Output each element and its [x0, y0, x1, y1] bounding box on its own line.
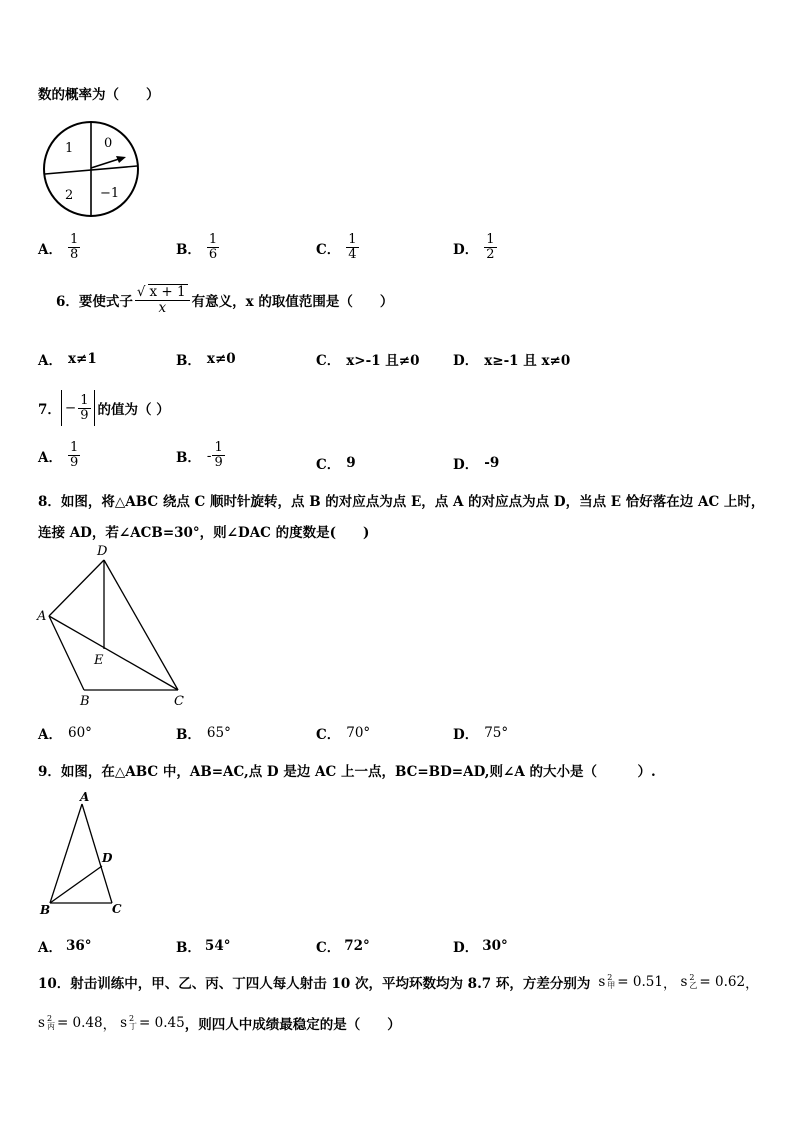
- spinner-label-1: 1: [65, 141, 74, 156]
- label-D: D: [97, 544, 108, 559]
- q8-stem-line2: 连接 AD，若∠ACB=30°，则∠DAC 的度数是( ): [38, 525, 370, 541]
- segment-AC: [49, 616, 178, 690]
- q6-option-d: D． x≥-1 且 x≠0: [453, 353, 571, 369]
- spinner-pointer: [91, 158, 122, 168]
- q9-stem: 9．如图，在△ABC 中，AB=AC,点 D 是边 AC 上一点，BC=BD=AD,则∠A 的大小是（ ）.: [38, 764, 656, 780]
- q5-option-b: B． $\frac{1}{6}$: [176, 232, 218, 262]
- label-D: D: [102, 851, 113, 865]
- label-B: B: [80, 694, 90, 709]
- q9-figure: [36, 788, 136, 920]
- q9-option-a: A． 36°: [38, 938, 92, 956]
- q9-option-b: B． 54°: [176, 938, 231, 956]
- q8-stem-line1: 8．如图，将△ABC 绕点 C 顺时针旋转，点 B 的对应点为点 E，点 A 的对应点为点 D，当点 E 恰好落在边 AC 上时，: [38, 494, 765, 510]
- spinner-pointer-head: [116, 156, 126, 163]
- q6-stem: 6． 要使式子 $\frac{√ x + 1}{x}$ 有意义，x 的取值范围是（ ）: [56, 284, 394, 316]
- label-C: C: [112, 902, 122, 916]
- q6-option-b: B． x≠0: [176, 351, 236, 369]
- q5-option-d: D． $\frac{1}{2}$: [453, 232, 495, 262]
- segment-AD: [49, 560, 104, 616]
- q7-option-d: D． -9: [453, 455, 500, 473]
- label-E: E: [94, 653, 104, 668]
- q7-stem: 7． − $\frac{1}{9}$ 的值为（ ）: [38, 390, 170, 426]
- q7-option-b: B． - $\frac{1}{9}$: [176, 440, 223, 470]
- label-B: B: [40, 903, 51, 917]
- q7-option-c: C． 9: [316, 455, 356, 473]
- q5-stem: 数的概率为（ ）: [38, 87, 160, 103]
- variance-jia: s 2 甲 = 0.51 ，: [598, 973, 677, 992]
- q5-option-a: A． $\frac{1}{8}$: [38, 232, 79, 262]
- q9-option-d: D． 30°: [453, 938, 508, 956]
- spinner-label-2: 2: [65, 188, 74, 203]
- label-A: A: [37, 609, 47, 624]
- q8-option-c: C． 70°: [316, 725, 371, 743]
- q7-absolute-value: − $\frac{1}{9}$: [61, 390, 95, 426]
- spinner-figure: [42, 120, 144, 220]
- variance-bing: s 2 丙 = 0.48 ，: [38, 1014, 117, 1033]
- segment-AB: [50, 804, 82, 903]
- q8-option-a: A． 60°: [38, 725, 92, 743]
- segment-BD: [50, 866, 102, 903]
- spinner-label-0: 0: [104, 136, 113, 151]
- label-A: A: [80, 790, 90, 804]
- segment-AB: [49, 616, 84, 690]
- q10-stem-line1: 10．射击训练中，甲、乙、丙、丁四人每人射击 10 次，平均环数均为 8.7 环，方差分别为 s 2 甲 = 0.51 ， s 2 乙 = 0.62 ，: [38, 973, 759, 992]
- q5-option-c: C． $\frac{1}{4}$: [316, 232, 357, 262]
- label-C: C: [174, 694, 184, 709]
- variance-yi: s 2 乙 = 0.62 ，: [680, 973, 759, 992]
- variance-ding: s 2 丁 = 0.45: [120, 1014, 185, 1031]
- q8-option-d: D． 75°: [453, 725, 509, 743]
- q10-stem-line2: s 2 丙 = 0.48 ， s 2 丁 = 0.45 ，则四人中成绩最稳定的是（ ）: [38, 1014, 401, 1033]
- q8-option-b: B． 65°: [176, 725, 231, 743]
- q7-option-a: A． $\frac{1}{9}$: [38, 440, 79, 470]
- q9-option-c: C． 72°: [316, 938, 370, 956]
- q8-figure: [34, 542, 194, 710]
- spinner-label-neg1: −1: [100, 186, 120, 201]
- q6-option-c: C． x>-1 且≠0: [316, 353, 420, 369]
- segment-DC: [104, 560, 178, 690]
- q6-option-a: A． x≠1: [38, 351, 97, 369]
